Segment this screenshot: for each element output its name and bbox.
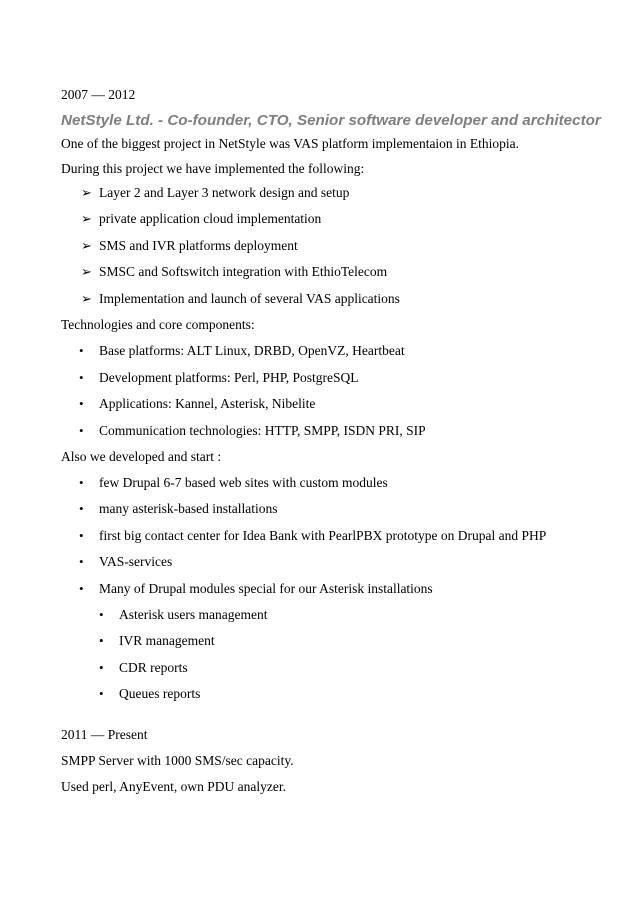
also-item: first big contact center for Idea Bank with PearlPBX prototype on Drupal and PHP [99,528,547,543]
also-item: many asterisk-based installations [99,501,278,516]
also-title: Also we developed and start : [61,449,222,464]
tech-item: Applications: Kannel, Asterisk, Nibelite [99,396,316,411]
arrow-bullet-icon: ➢ [81,185,92,200]
also-item: Many of Drupal modules special for our Asterisk installations [99,581,433,596]
bullet-icon: • [79,370,84,385]
module-item: IVR management [119,633,215,648]
bullet-icon: • [99,607,104,622]
bullet-icon: • [79,554,84,569]
arrow-bullet-icon: ➢ [81,238,92,253]
bullet-icon: • [99,686,104,701]
also-item: VAS-services [99,554,173,569]
module-item: Queues reports [119,686,201,701]
tech-item: Base platforms: ALT Linux, DRBD, OpenVZ, Heartbeat [99,343,405,358]
bullet-icon: • [99,633,104,648]
intro-line-2: During this project we have implemented the following: [61,161,365,176]
intro-line-1: One of the biggest project in NetStyle was VAS platform implementaion in Ethiopia. [61,136,520,151]
module-item: Asterisk users management [119,607,268,622]
implemented-item: private application cloud implementation [99,211,322,226]
module-item: CDR reports [119,660,188,675]
implemented-item: Layer 2 and Layer 3 network design and setup [99,185,350,200]
smpp-line-2: Used perl, AnyEvent, own PDU analyzer. [61,779,286,794]
period-2011-present: 2011 — Present [61,727,148,742]
arrow-bullet-icon: ➢ [81,211,92,226]
bullet-icon: • [79,581,84,596]
bullet-icon: • [79,423,84,438]
implemented-item: SMSC and Softswitch integration with EthioTelecom [99,264,388,279]
bullet-icon: • [79,396,84,411]
arrow-bullet-icon: ➢ [81,291,92,306]
tech-title: Technologies and core components: [61,317,255,332]
period-2007-2012: 2007 — 2012 [61,87,136,102]
bullet-icon: • [79,528,84,543]
implemented-item: SMS and IVR platforms deployment [99,238,298,253]
arrow-bullet-icon: ➢ [81,264,92,279]
tech-item: Communication technologies: HTTP, SMPP, ISDN PRI, SIP [99,423,426,438]
smpp-line-1: SMPP Server with 1000 SMS/sec capacity. [61,753,294,768]
tech-item: Development platforms: Perl, PHP, PostgreSQL [99,370,359,385]
bullet-icon: • [79,501,84,516]
bullet-icon: • [79,343,84,358]
job-heading: NetStyle Ltd. - Co-founder, CTO, Senior software developer and architector [61,112,601,129]
bullet-icon: • [79,475,84,490]
implemented-item: Implementation and launch of several VAS applications [99,291,400,306]
bullet-icon: • [99,660,104,675]
also-item: few Drupal 6-7 based web sites with custom modules [99,475,388,490]
